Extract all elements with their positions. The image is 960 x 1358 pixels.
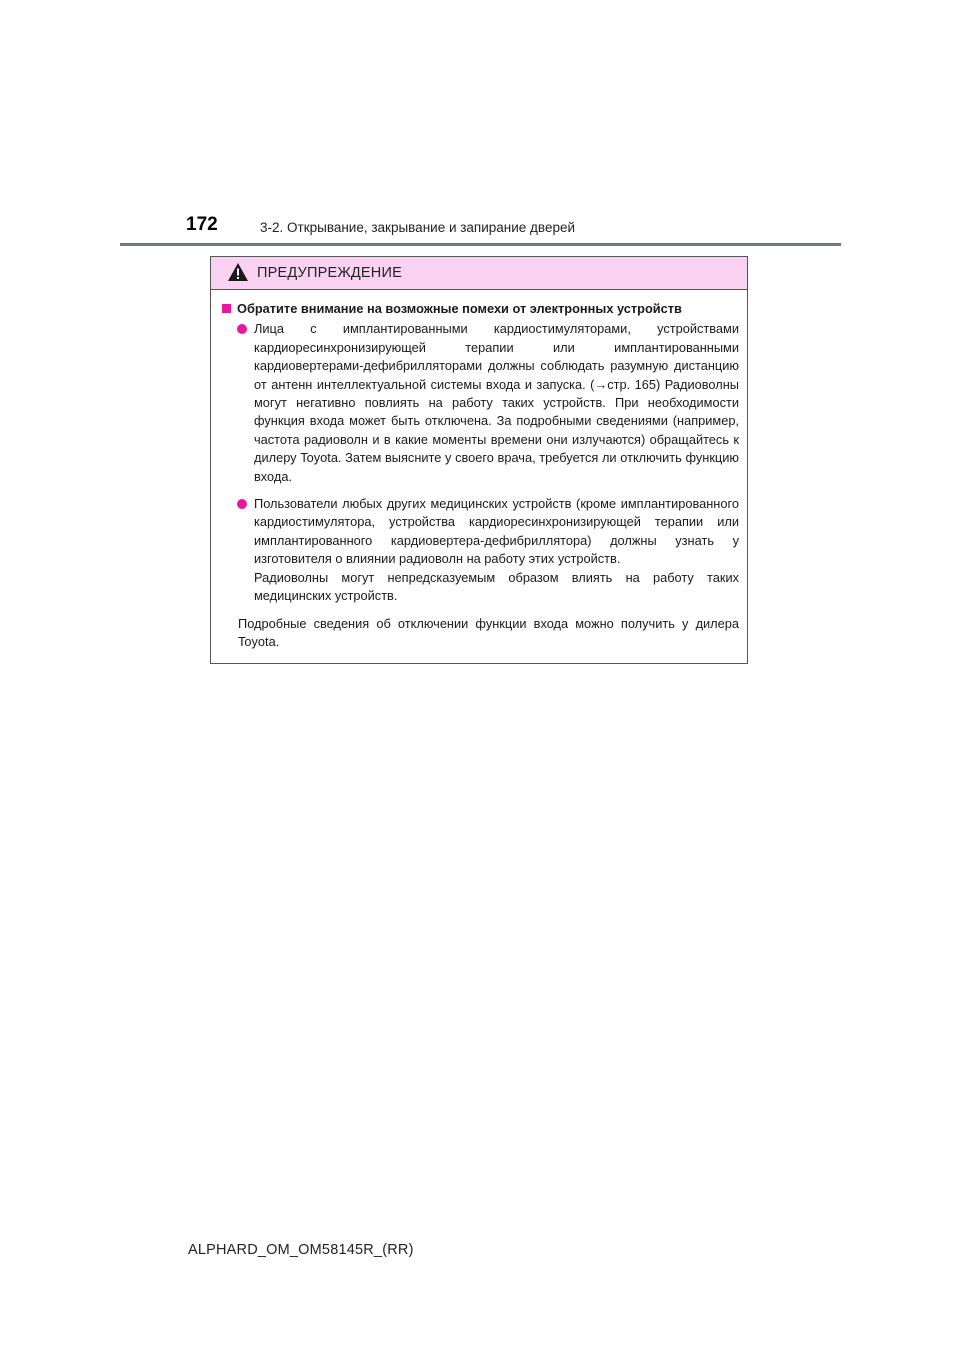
section-title: 3-2. Открывание, закрывание и запирание дверей <box>260 220 576 235</box>
paragraph: Лица с имплантированными кардиостимуляторами, устройствами кардиоресинхронизирующей терапии или имплантированными кардиовертерами-дефибрилляторами должны соблюдать разумную дистанцию от антенн интеллектуальной системы входа и запуска. (→стр. 165) Радиоволны могут негативно повлиять на работу таких устройств. При необходимости функция входа может быть отключена. За подробными сведениями (например, частота радиоволн и в какие моменты времени они излучаются) обращайтесь к дилеру Toyota. Затем выясните у своего врача, требуется ли отключить функцию входа. <box>254 321 739 484</box>
warning-body <box>211 290 747 651</box>
list-item-text <box>254 320 739 486</box>
note-paragraph: Подробные сведения об отключении функции входа можно получить у дилера Toyota. <box>238 615 739 649</box>
warning-heading: Обратите внимание на возможные помехи от электронных устройств <box>237 301 682 316</box>
circle-bullet-icon <box>237 324 247 334</box>
warning-title: ПРЕДУПРЕЖДЕНИЕ <box>257 265 402 281</box>
header-divider <box>120 243 841 246</box>
square-bullet-icon <box>222 304 231 313</box>
warning-heading-row <box>221 300 739 318</box>
warning-header <box>211 257 747 290</box>
page-number: 172 <box>186 214 218 235</box>
list-item <box>221 495 739 605</box>
footer-doc-id: ALPHARD_OM_OM58145R_(RR) <box>188 1242 414 1258</box>
list-item <box>221 320 739 486</box>
list-item-text <box>254 495 739 605</box>
paragraph: Радиоволны могут непредсказуемым образом влиять на работу таких медицинских устройств. <box>254 569 739 604</box>
warning-triangle-icon <box>227 262 249 282</box>
warning-box <box>210 256 748 664</box>
circle-bullet-icon <box>237 499 247 509</box>
paragraph: Пользователи любых других медицинских устройств (кроме имплантированного кардиостимулятора, устройства кардиоресинхронизирующей терапии или имплантированного кардиовертера-дефибриллятора) должны узнать у изготовителя о влиянии радиоволн на работу этих устройств. <box>254 496 739 567</box>
